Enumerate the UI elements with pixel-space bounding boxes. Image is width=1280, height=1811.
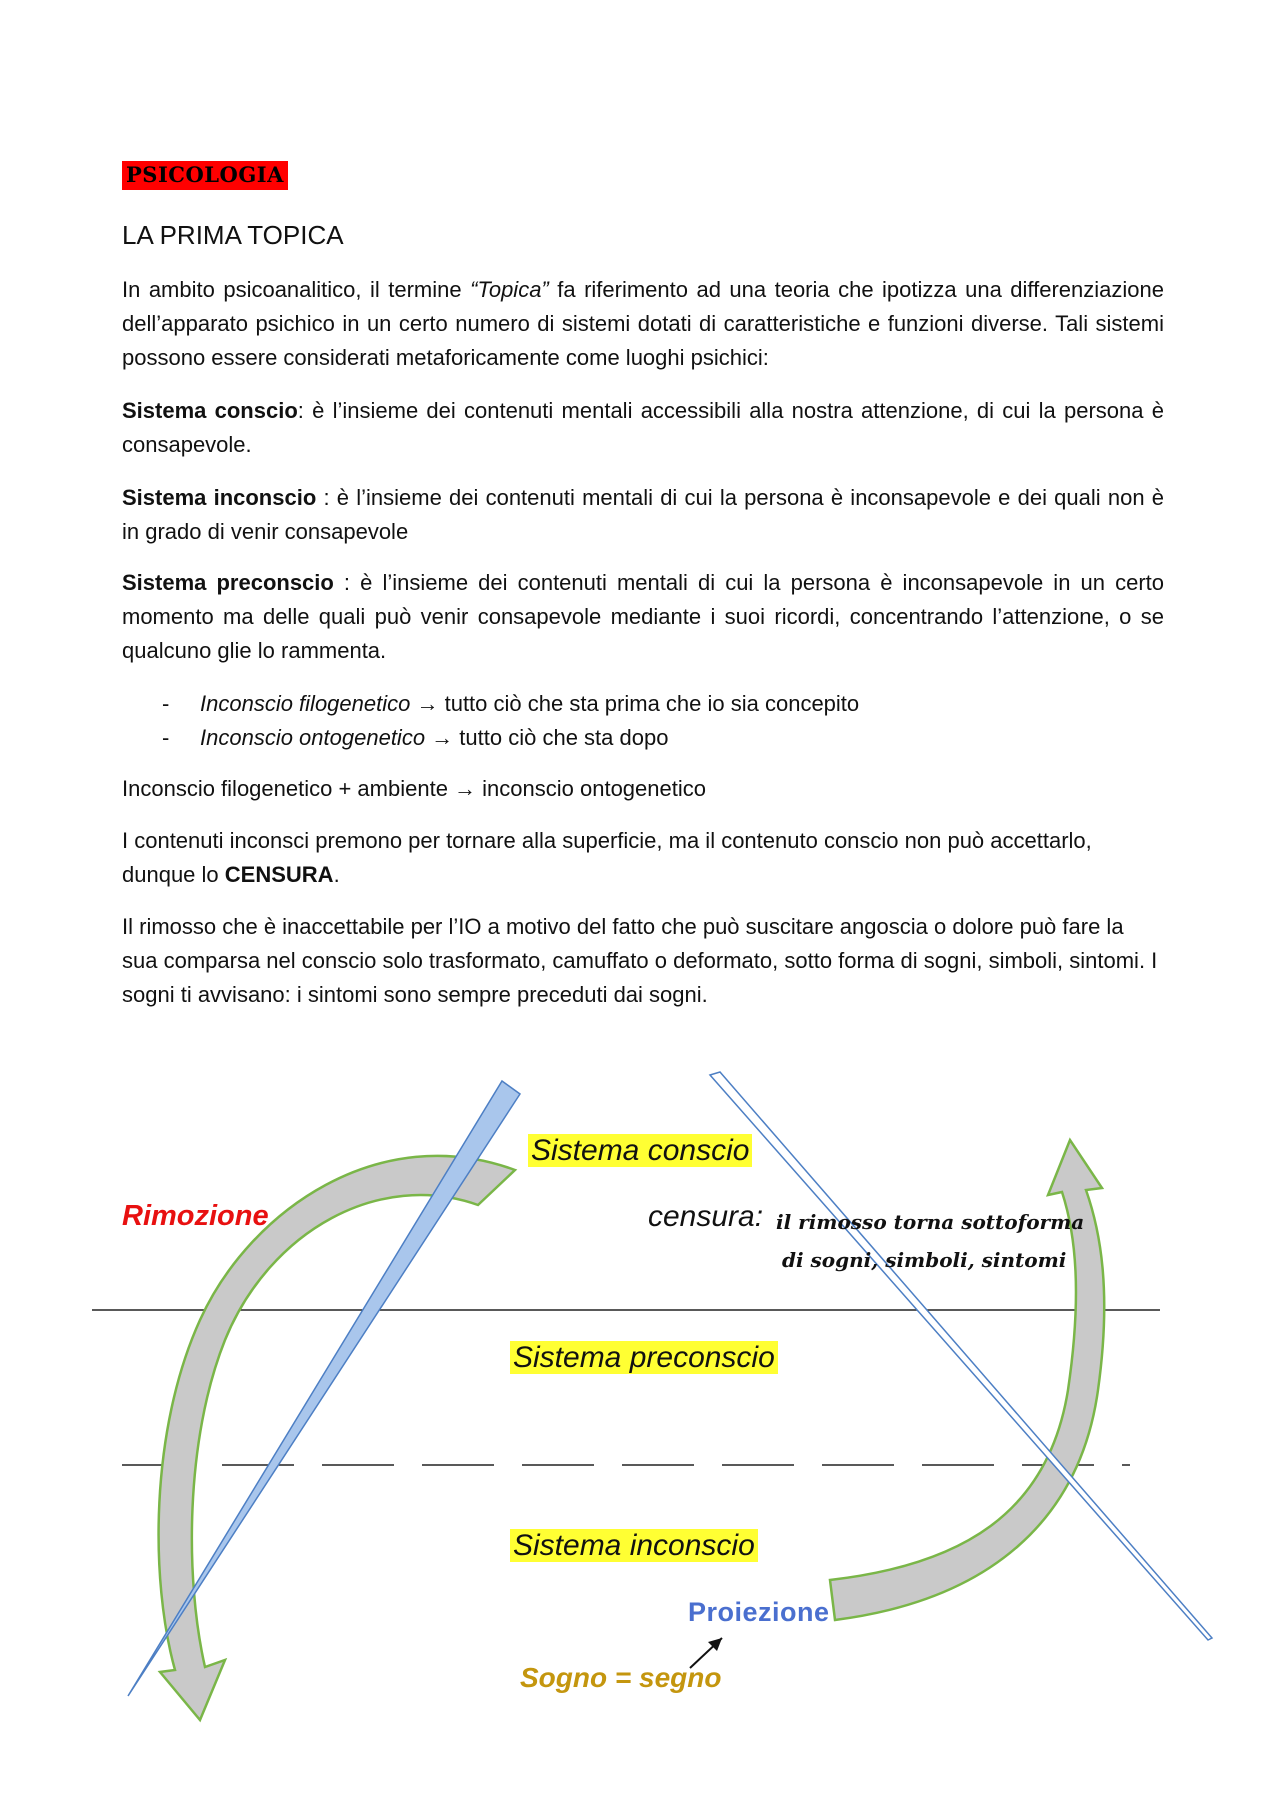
system-conscio-paragraph [122, 394, 1164, 462]
system-text: : è l’insieme dei contenuti mentali di cui la persona è inconsapevole e dei quali non è in grado di venir consapevole [122, 485, 1164, 544]
censura-bold: CENSURA [224, 862, 334, 887]
intro-term: “Topica” [470, 277, 549, 302]
censura-note-line2: di sogni, simboli, sintomi [782, 1248, 1067, 1272]
list-term: Inconscio ontogenetico [200, 725, 426, 750]
subject-tag: PSICOLOGIA [122, 161, 288, 190]
list-text: tutto ciò che sta dopo [459, 725, 669, 750]
sistema-conscio-label: Sistema conscio [528, 1132, 752, 1170]
rimosso-paragraph: Il rimosso che è inaccettabile per l’IO a motivo del fatto che può suscitare angoscia o dolore può fare la sua comparsa nel conscio solo trasformato, camuffato o deformato, sotto forma di sogni, simboli, sintomi. I sogni ti avvisano: i sintomi sono sempre preceduti dai sogni. [122, 914, 1158, 1007]
list-item [122, 721, 1162, 755]
censura-end: . [333, 862, 340, 887]
list-term: Inconscio filogenetico [200, 691, 411, 716]
proiezione-label: Proiezione [688, 1597, 830, 1627]
list-text: tutto ciò che sta prima che io sia concepito [444, 691, 860, 716]
unconscious-types-list [122, 687, 1162, 755]
rimozione-label: Rimozione [122, 1200, 269, 1232]
system-preconscio-paragraph [122, 566, 1164, 668]
rimozione-curved-arrow [159, 1156, 515, 1720]
censura-note-line1: il rimosso torna sottoforma [776, 1210, 1085, 1234]
system-inconscio-paragraph [122, 481, 1164, 549]
system-name: Sistema preconscio [122, 570, 334, 595]
right-arrow-icon: → [454, 776, 477, 801]
right-arrow-icon: → [410, 691, 445, 716]
list-item [122, 687, 1162, 721]
sogno-segno-label: Sogno = segno [520, 1662, 722, 1693]
system-name: Sistema inconscio [122, 485, 317, 510]
intro-after: fa riferimento ad una teoria che ipotizza una differenziazione dell’apparato psichico in un certo numero di sistemi dotati di caratteristiche e funzioni diverse. Tali sistemi possono essere considerati metaforicamente come luoghi psichici: [122, 277, 1164, 370]
system-text: : è l’insieme dei contenuti mentali di cui la persona è inconsapevole in un certo momento ma delle quali può venir consapevole mediante i suoi ricordi, concentrando l’attenzione, o se qualcuno glie lo rammenta. [122, 570, 1164, 663]
censura-paragraph [122, 824, 1164, 892]
system-text: : è l’insieme dei contenuti mentali accessibili alla nostra attenzione, di cui la persona è consapevole. [122, 398, 1164, 457]
censura-text: I contenuti inconsci premono per tornare alla superficie, ma il contenuto conscio non può accettarlo, dunque lo [122, 828, 1092, 887]
intro-paragraph [122, 273, 1164, 375]
system-name: Sistema conscio [122, 398, 298, 423]
formula-right: inconscio ontogenetico [476, 776, 706, 801]
sistema-inconscio-label: Sistema inconscio [510, 1527, 758, 1565]
censura-label: censura: [648, 1200, 764, 1233]
formula-line [122, 772, 1164, 806]
sistema-preconscio-label: Sistema preconscio [510, 1339, 778, 1377]
bullet-dash: - [162, 725, 170, 750]
intro-before: In ambito psicoanalitico, il termine [122, 277, 471, 302]
section-title: LA PRIMA TOPICA [122, 220, 344, 250]
right-arrow-icon: → [425, 725, 460, 750]
formula-left: Inconscio filogenetico + ambiente [122, 776, 455, 801]
bullet-dash: - [162, 691, 170, 716]
